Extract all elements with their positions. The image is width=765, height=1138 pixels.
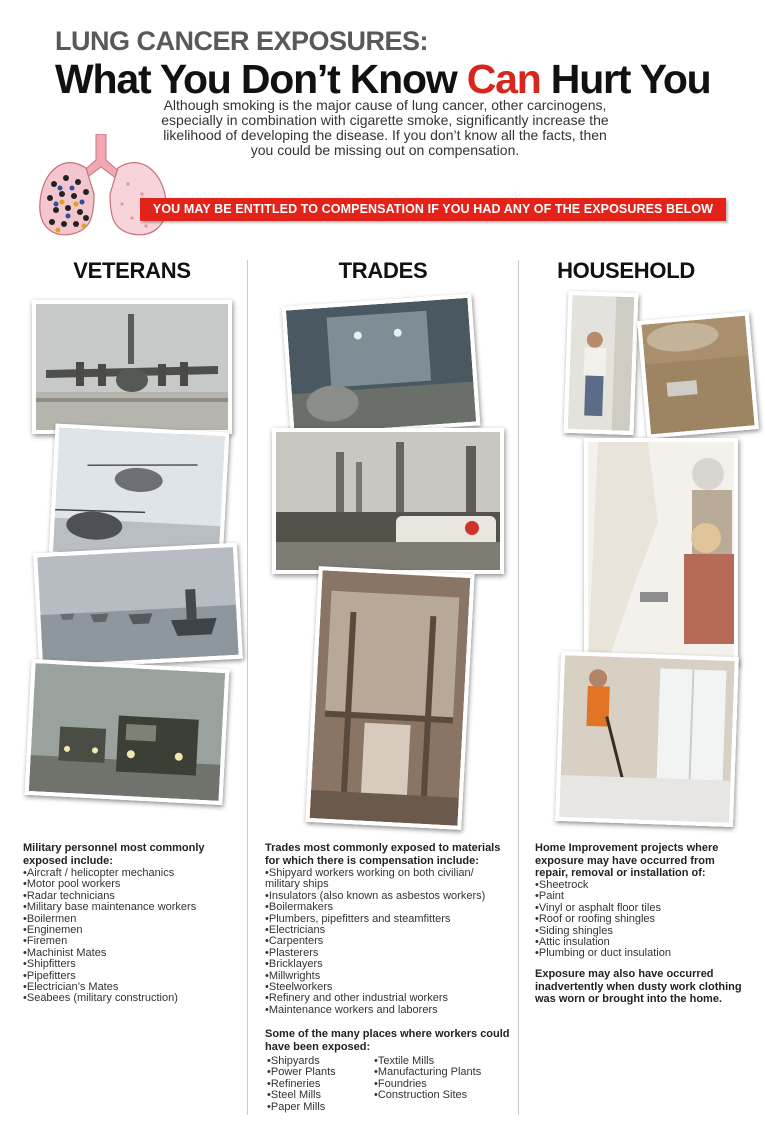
list-item: • Seabees (military construction) [23, 993, 239, 1004]
column-divider-1 [247, 260, 248, 1115]
places-intro: Some of the many places where workers could have been exposed: [265, 1028, 510, 1053]
list-item: • Manufacturing Plants [374, 1067, 510, 1078]
compensation-banner: YOU MAY BE ENTITLED TO COMPENSATION IF YOU HAD ANY OF THE EXPOSURES BELOW [140, 198, 726, 221]
list-item: • Firemen [23, 936, 239, 947]
household-note: Exposure may also have occurred inadvertently when dusty work clothing was worn or brought into the home. [535, 968, 742, 1005]
title-part-c: Hurt You [540, 56, 711, 102]
household-heading: HOUSEHOLD [557, 258, 695, 283]
list-item: • Paper Mills [267, 1102, 371, 1113]
list-item: • Paint [535, 891, 750, 902]
tiling-photo [637, 311, 759, 438]
list-item: • Steelworkers [265, 982, 510, 993]
household-intro: Home Improvement projects where exposure may have occurred from repair, removal or installation of: [535, 842, 719, 879]
list-item: • Foundries [374, 1079, 510, 1090]
list-item: • Shipyard workers working on both civilian/ military ships [265, 868, 510, 891]
refinery-photo [272, 428, 504, 574]
list-item: • Millwrights [265, 971, 510, 982]
list-item: • Electricians [265, 925, 510, 936]
title-part-can: Can [466, 56, 541, 102]
list-item: • Vinyl or asphalt floor tiles [535, 903, 750, 914]
list-item: • Boilermen [23, 914, 239, 925]
list-item: • Shipfitters [23, 959, 239, 970]
list-item: • Machinist Mates [23, 948, 239, 959]
places-list-left [267, 1056, 371, 1113]
list-item: • Steel Mills [267, 1090, 371, 1101]
list-item: • Power Plants [267, 1067, 371, 1078]
title-line-1: LUNG CANCER EXPOSURES: [55, 26, 429, 56]
list-item: • Insulators (also known as asbestos workers) [265, 891, 510, 902]
list-item: • Roof or roofing shingles [535, 914, 750, 925]
trades-intro: Trades most commonly exposed to materials for which there is compensation include: [265, 842, 501, 867]
veterans-heading: VETERANS [73, 258, 191, 283]
title-part-a: What You Don’t Know [55, 56, 467, 102]
list-item: • Military base maintenance workers [23, 902, 239, 913]
list-item: • Radar technicians [23, 891, 239, 902]
list-item: • Shipyards [267, 1056, 371, 1067]
list-item: • Carpenters [265, 936, 510, 947]
list-item: • Bricklayers [265, 959, 510, 970]
list-item: • Boilermakers [265, 902, 510, 913]
list-item: • Attic insulation [535, 937, 750, 948]
insulation-worker-photo [555, 651, 739, 827]
list-item: • Plumbers, pipefitters and steamfitters [265, 914, 510, 925]
list-item: • Maintenance workers and laborers [265, 1005, 510, 1016]
list-item: • Sheetrock [535, 880, 750, 891]
couple-wall-photo [584, 438, 738, 666]
list-item: • Electrician’s Mates [23, 982, 239, 993]
list-item: • Aircraft / helicopter mechanics [23, 868, 239, 879]
list-item: • Enginemen [23, 925, 239, 936]
column-divider-2 [518, 260, 519, 1115]
list-item: • Textile Mills [374, 1056, 510, 1067]
warships-photo [33, 543, 243, 670]
construction-site-photo [305, 566, 474, 830]
list-item: • Motor pool workers [23, 879, 239, 890]
list-item: • Plasterers [265, 948, 510, 959]
list-item: • Construction Sites [374, 1090, 510, 1101]
helicopters-photo [49, 424, 230, 565]
cargo-aircraft-photo [32, 300, 232, 434]
list-item: • Siding shingles [535, 926, 750, 937]
military-trucks-photo [25, 659, 230, 805]
veterans-list [23, 868, 239, 1005]
household-list [535, 880, 750, 960]
lungs-icon [32, 134, 172, 244]
trades-list [265, 868, 510, 1016]
industrial-hall-photo [282, 294, 481, 439]
places-list-right [374, 1056, 510, 1102]
list-item: • Refinery and other industrial workers [265, 993, 510, 1004]
trades-heading: TRADES [338, 258, 428, 283]
list-item: • Plumbing or duct insulation [535, 948, 750, 959]
title-line-2 [55, 56, 711, 103]
list-item: • Refineries [267, 1079, 371, 1090]
veterans-intro: Military personnel most commonly exposed include: [23, 842, 205, 867]
drywall-worker-photo [564, 291, 639, 435]
list-item: • Pipefitters [23, 971, 239, 982]
intro-paragraph: Although smoking is the major cause of lung cancer, other carcinogens, especially in combination with cigarette smoke, significantly increase the likelihood of developing the disease. If you don’t know all the facts, then you could be missing out on compensation. [161, 97, 609, 158]
